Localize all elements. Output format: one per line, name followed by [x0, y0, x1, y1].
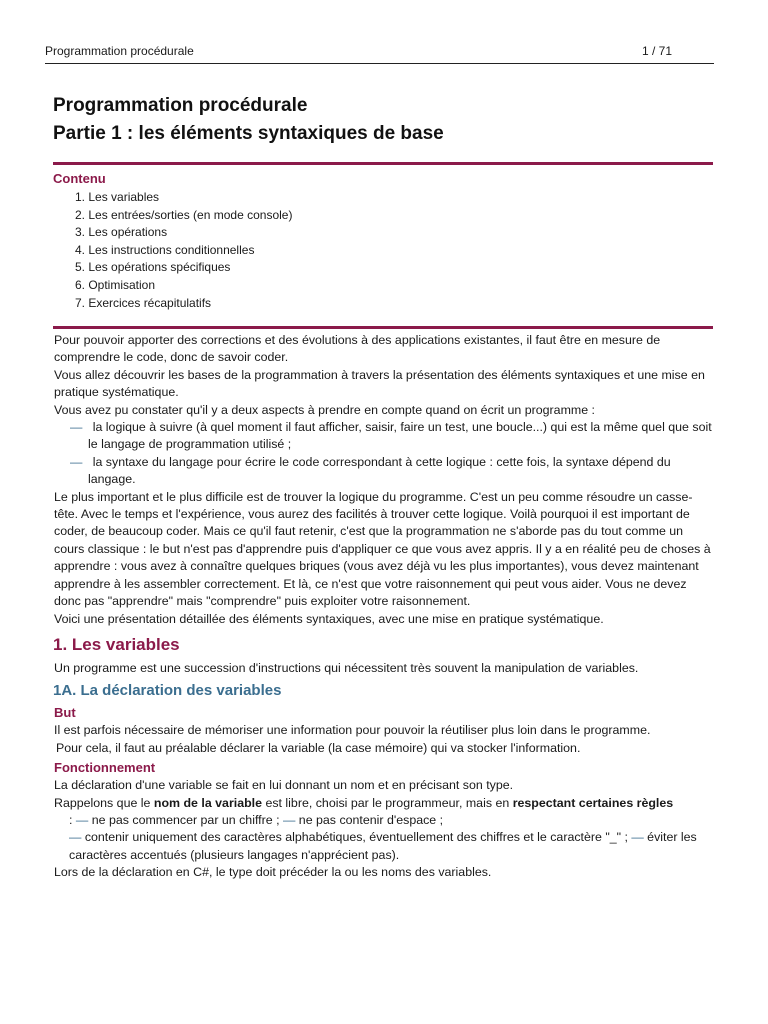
fonctionnement-heading: Fonctionnement — [54, 760, 156, 776]
dash-marker: — — [282, 812, 296, 827]
toc-item: 5. Les opérations spécifiques — [75, 260, 231, 275]
dash-marker: — — [631, 830, 644, 845]
dash-marker: — — [69, 830, 82, 845]
title-line-1: Programmation procédurale — [53, 95, 308, 116]
document-body — [54, 332, 716, 882]
rules-line: — contenir uniquement des caractères alphabétiques, éventuellement des chiffres et le caractère "_" ; — éviter les caractères accentués (plusieurs langages n'apprécient pas). — [69, 830, 697, 862]
section-heading: 1. Les variables — [53, 634, 180, 654]
toc-item: 6. Optimisation — [75, 277, 156, 292]
table-of-contents — [75, 189, 292, 312]
fonctionnement-paragraph: Lors de la déclaration en C#, le type doit précéder la ou les noms des variables. — [54, 865, 492, 880]
intro-paragraph: Le plus important et le plus difficile est de trouver la logique du programme. C'est un peu comme résoudre un casse-tête. Avec le temps et l'expérience, vous aurez des facilités à trouver cette logique. Voilà pourquoi il est important de coder, de beaucoup coder. Mais ce qu'il faut retenir, c'est que la programmation ne s'aborde pas du tout comme un cours classique : le but n'est pas d'apprendre puis d'appliquer ce que vous avez appris. Il y a en réalité peu de choses à apprendre : vous avez à connaître quelques briques (vous avez déjà vu les plus importantes), vous devez maintenant apprendre à les assembler correctement. Et là, ce n'est que votre raisonnement qui peut vous aider. Vous ne devez donc pas "apprendre" mais "comprendre" puis exploiter votre raisonnement. — [54, 489, 711, 609]
toc-item: 2. Les entrées/sorties (en mode console) — [75, 207, 293, 222]
bullet-item: — la syntaxe du langage pour écrire le code correspondant à cette logique : cette fois, la syntaxe dépend du langage. — [70, 454, 671, 487]
but-heading: But — [54, 705, 76, 721]
toc-item: 7. Exercices récapitulatifs — [75, 295, 212, 310]
header-title: Programmation procédurale — [45, 44, 194, 58]
section-paragraph: Un programme est une succession d'instructions qui nécessitent très souvent la manipulation de variables. — [54, 660, 639, 675]
page-number: 1 / 71 — [641, 44, 672, 58]
intro-paragraph: Voici une présentation détaillée des éléments syntaxiques, avec une mise en pratique systématique. — [54, 611, 604, 626]
dash-marker: — — [70, 454, 83, 469]
bullet-item: — la logique à suivre (à quel moment il faut afficher, saisir, faire un test, une boucle...) qui est la même quel que soit le langage de programmation utilisé ; — [70, 420, 712, 452]
bold-term: nom de la variable — [153, 795, 263, 810]
but-paragraph: Pour cela, il faut au préalable déclarer la variable (la case mémoire) qui va stocker l'information. — [56, 740, 581, 755]
intro-paragraph: Vous allez découvrir les bases de la programmation à travers la présentation des éléments syntaxiques et une mise en pratique systématique. — [54, 367, 705, 400]
fonctionnement-paragraph: La déclaration d'une variable se fait en lui donnant un nom et en précisant son type. — [54, 778, 514, 793]
dash-marker: — — [70, 420, 83, 435]
divider-bottom — [53, 326, 713, 329]
rules-line: : — ne pas commencer par un chiffre ; — ne pas contenir d'espace ; — [69, 812, 444, 827]
toc-item: 3. Les opérations — [75, 225, 168, 240]
bold-term: respectant certaines règles — [512, 795, 674, 810]
but-paragraph: Il est parfois nécessaire de mémoriser une information pour pouvoir la réutiliser plus loin dans le programme. — [54, 723, 651, 738]
divider-top — [53, 162, 713, 165]
fonctionnement-paragraph: Rappelons que le nom de la variable est libre, choisi par le programmeur, mais en respectant certaines règles — [54, 795, 674, 810]
document-title — [53, 92, 444, 148]
toc-item: 4. Les instructions conditionnelles — [75, 242, 255, 257]
subsection-heading: 1A. La déclaration des variables — [53, 682, 282, 700]
intro-paragraph: Pour pouvoir apporter des corrections et des évolutions à des applications existantes, il faut être en mesure de comprendre le code, donc de savoir coder. — [54, 333, 661, 365]
toc-item: 1. Les variables — [75, 190, 160, 204]
page-header — [45, 44, 714, 64]
title-line-2: Partie 1 : les éléments syntaxiques de base — [53, 123, 444, 144]
dash-marker: — — [75, 812, 89, 827]
intro-paragraph: Vous avez pu constater qu'il y a deux aspects à prendre en compte quand on écrit un programme : — [54, 402, 595, 417]
toc-heading: Contenu — [53, 171, 106, 186]
